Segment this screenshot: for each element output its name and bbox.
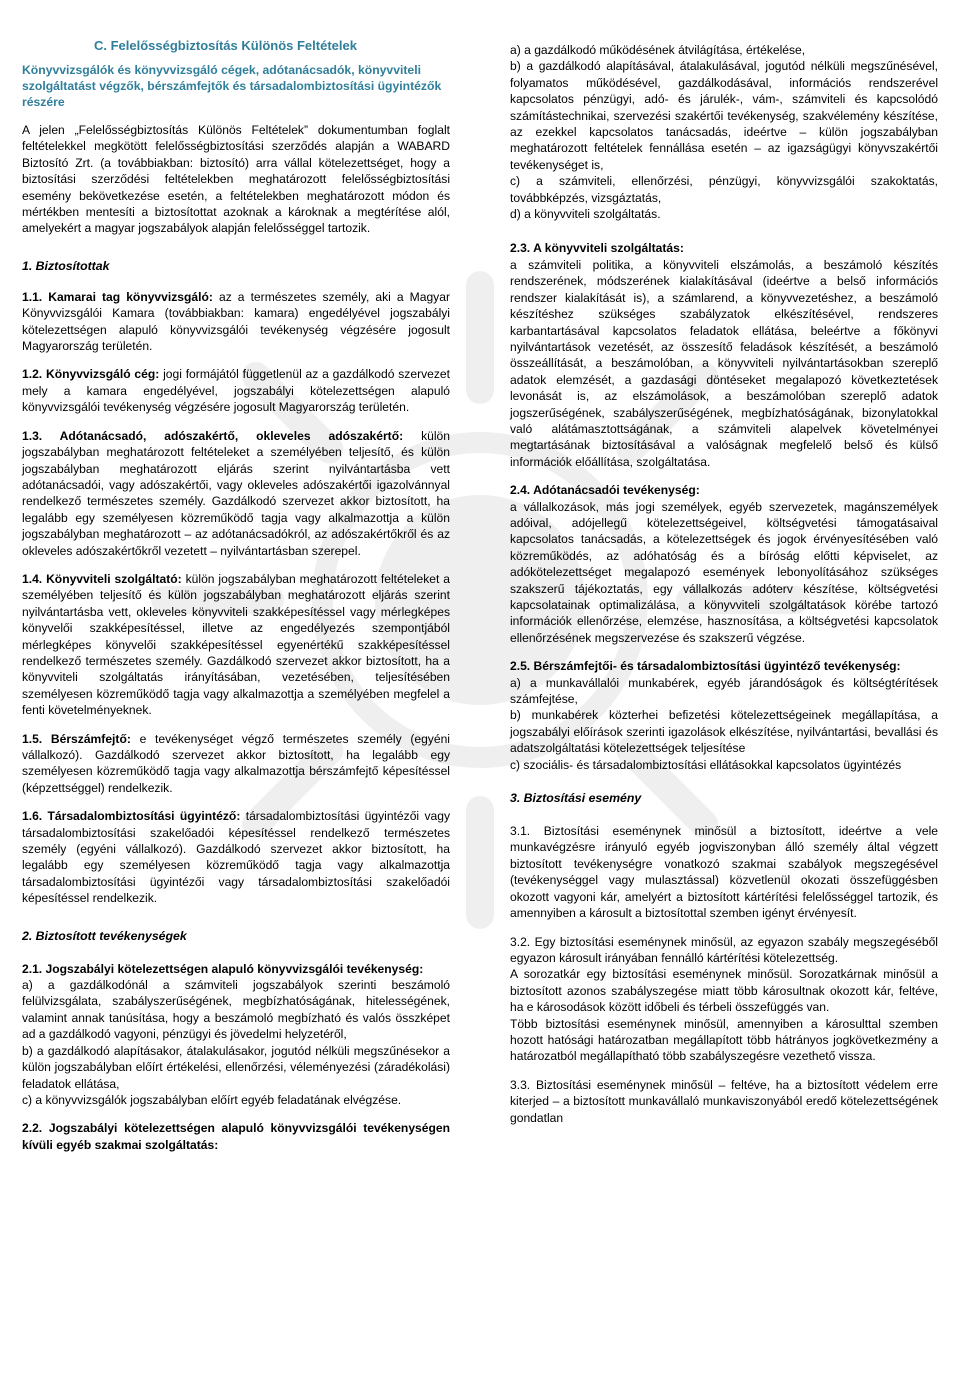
para-1-1 (22, 289, 450, 355)
para-1-5 (22, 731, 450, 797)
para-1-3-head: 1.3. Adótanácsadó, adószakértő, okleveles adószakértő: (22, 428, 404, 443)
para-2-2-d: d) a könyvviteli szolgáltatás. (510, 207, 661, 222)
para-2-4-body: a vállalkozások, más jogi személyek, egyéb szervezetek, magánszemélyek adóival, adójellegű kötelezettségeivel, költségvetési támogatásaival kapcsolatos tanácsadás, a kötelezettségek és jogok érvényesítésében való közreműködés, az adóhatóság és a bíróság előtti képviselet, az adókötelezettséget megalapozó események lebonyolításához szükséges szakszerű tájékoztatás, egy vállalkozás adóterv készítése, költségvetési kapcsolatainak optimalizálása, a könyvviteli szolgáltatások körébe tartozó információk ellenőrzése, elemzése, hasznosítása, a költségvetési kapcsolatok ellenőrzésének megszervezése és szakszerű végzése. (510, 499, 938, 645)
para-2-1-c: c) a könyvvizsgálók jogszabályban előírt egyéb feladatának elvégzése. (22, 1092, 402, 1107)
para-2-3-head (510, 240, 938, 256)
para-2-4-head (510, 482, 938, 498)
para-2-2-b: b) a gazdálkodó alapításával, átalakulásával, jogutód nélküli megszűnésével, folyamatos működésével, gazdálkodásával, információs rendszerével kapcsolatos pénzügyi, adó- és járulék-, vám-, számviteli és kapcsolódó számítástechnikai, szervezési szakértői tevékenység, szakvélemény készítése, az ezekkel kapcsolatos tanácsadás, ideértve – külön jogszabályban meghatározott feltételek fennállása esetén – az igazságügyi könyvszakértői tevékenységet is, (510, 59, 938, 172)
para-2-3-body: a számviteli politika, a könyvviteli elszámolás, a beszámoló készítés rendszerének, módszerének kialakításával (ideértve a belső információs rendszer kialakítását is), a számlarend, a könyvvezetéshez, a beszámoló készítéshez szükséges szabályzatok elkészítésével, rendszeres karbantartásával kapcsolatos feladatok ellátása, beleértve a főkönyvi nyilvántartások vezetését, az összesítő feladások készítését, a beszámoló összeállítását, a beszámolóban, a könyvviteli nyilvántartásokban szereplő adatok elemzését, a gazdasági döntéseket megalapozó következtetések levonását is, az elszámolások, a beszámolóban szereplő adatok jogszerűségének, szabályszerűségének, megbízhatóságának, bizonylatokkal való alátámasztottságának, a számviteli alapelvek követelményei megtartásának biztosításával a valóságnak megfelelő belső és külső információk előállítása, szolgáltatása. (510, 257, 938, 469)
para-1-3-body: külön jogszabályban meghatározott feltételeket a személyében teljesítő, és külön jogszabályban meghatározott eljárás szerint nyilvántartásba vett adótanácsadói, vagy adószakértői, vagy okleveles adószakértői igazolvánnyal rendelkező természetes személy. Gazdálkodó szervezet akkor biztosított, ha legalább egy személyesen közreműködő tagja vagy alkalmazottja a külön jogszabályban meghatározott – az adótanácsadókról, az adószakértőkről és az okleveles adószakértőkről vezetett – nyilvántartásban szerepel. (22, 428, 450, 558)
para-3-2-body: Egy biztosítási eseménynek minősül, az egyazon szabály megszegéséből egyazon károsult irányában fennálló kártérítési kötelezettség. (510, 934, 938, 965)
para-3-3-body: Biztosítási eseménynek minősül – feltéve, ha a biztosított védelem erre kiterjed – a biztosított munkavállaló munkaviszonyából eredő kötelezettségének gondatlan (510, 1077, 938, 1125)
para-3-1 (510, 823, 938, 921)
para-1-3 (22, 428, 450, 559)
para-3-2-b: A sorozatkár egy biztosítási eseménynek minősül. Sorozatkárnak minősül a biztosított azonos szabályszegése miatt több károsultnak okozott kár, feltéve, ha e károsodások között időbeli és térbeli összefüggés van. (510, 967, 938, 1015)
para-3-3 (510, 1077, 938, 1126)
section-3-heading: 3. Biztosítási esemény (510, 791, 642, 806)
document-subtitle: Könyvvizsgálók és könyvvizsgáló cégek, adótanácsadók, könyvviteli szolgáltatást végzők, bérszámfejtők és társadalombiztosítási ügyintézők részére (22, 63, 442, 109)
para-2-5-c: c) szociális- és társadalombiztosítási ellátásokkal kapcsolatos ügyintézés (510, 757, 902, 772)
para-2-4-title: 2.4. Adótanácsadói tevékenység: (510, 483, 700, 498)
para-3-1-head: 3.1. (510, 824, 531, 839)
para-2-1-a: a) a gazdálkodónál a számviteli jogszabályok szerinti beszámoló felülvizsgálata, szabályszerűségének, megbízhatóságának, hitelességének, valamint annak tanúsítása, hogy a beszámoló megbízható és valós összképet ad a gazdálkodó vagyoni, pénzügyi és jövedelmi helyzetéről, (22, 978, 450, 1042)
para-1-1-head: 1.1. Kamarai tag könyvvizsgáló: (22, 289, 213, 304)
para-2-1-head (22, 961, 450, 977)
para-1-2-body: jogi formájától függetlenül az a gazdálkodó szervezet mely a kamara engedélyével, jogszabályi kötelezettségen alapuló könyvvizsgálói tevékenység végzésére jogosult Magyarország területén. (22, 367, 450, 415)
para-2-2-title: 2.2. Jogszabályi kötelezettségen alapuló könyvvizsgálói tevékenységen kívüli egyéb szakmai szolgáltatás: (22, 1121, 450, 1152)
para-1-6-head: 1.6. Társadalombiztosítási ügyintéző: (22, 809, 241, 824)
para-1-5-head: 1.5. Bérszámfejtő: (22, 731, 131, 746)
para-1-4-body: külön jogszabályban meghatározott feltételeket a személyében teljesítő és külön jogszabályban meghatározott eljárás szerint nyilvántartásba vett, okleveles könyvviteli szakképesítéssel vagy mérlegképes könyvelői szakképesítéssel, illetve az engedélyezés szempontjából mérlegképes könyvelői szakképesítéssel egyenértékű szakképesítéssel rendelkező természetes személy. Gazdálkodó szervezet akkor biztosított, ha a könyvviteli szolgáltatás irányításában, vezetésében, teljesítésében személyesen közreműködő tagja vagy alkalmazottja a személyében megfelel a fenti követelményeknek. (22, 571, 450, 718)
para-3-2 (510, 934, 938, 967)
para-1-2 (22, 366, 450, 415)
para-1-4-head: 1.4. Könyvviteli szolgáltató: (22, 571, 182, 586)
para-2-2-a: a) a gazdálkodó működésének átvilágítása, értékelése, (510, 43, 806, 57)
para-2-2-head (22, 1120, 450, 1153)
document-title: C. Felelősségbiztosítás Különös Feltételek (94, 38, 357, 53)
left-column (22, 38, 450, 1153)
para-2-1-title: 2.1. Jogszabályi kötelezettségen alapuló könyvvizsgálói tevékenység: (22, 961, 424, 976)
para-3-1-body: Biztosítási eseménynek minősül a biztosított, ideértve a vele munkavégzésre irányuló egyéb jogviszonyban álló személy által végzett biztosított tevékenységre vonatkozó szakmai szabályok megszegésével (tevékenységgel vagy mulasztással) közvetlenül okozati összefüggésben okozott vagyoni kár, amelyért a biztosított kártérítési felelősséggel tartozik, és amennyiben a károsult a biztosítottal szemben igényt érvényesít. (510, 824, 938, 921)
para-2-1-b: b) a gazdálkodó alapításakor, átalakulásakor, jogutód nélküli megszűnésekor a külön jogszabályban előírt értékelési, ellenőrzési, véleményezési (záradékolási) feladatok ellátása, (22, 1043, 450, 1091)
para-2-5-b: b) munkabérek közterhei befizetési kötelezettségeinek megállapítása, a jogszabályi előírások szerinti igazolások elkészítése, nyilvántartási, bevallási és adatszolgáltatási kötelezettségek teljesítése (510, 708, 938, 756)
para-2-3-title: 2.3. A könyvviteli szolgáltatás: (510, 241, 684, 256)
para-2-5-a: a) a munkavállalói munkabérek, egyéb járandóságok és költségtérítések számfejtése, (510, 675, 938, 707)
para-1-5-body: e tevékenységet végző természetes személy (egyéni vállalkozó). Gazdálkodó szervezet akkor biztosított, ha legalább egy személyesen közreműködő tagja vagy alkalmazottja bérszámfejtő képesítéssel (képzettséggel) rendelkezik. (22, 731, 450, 795)
para-2-5-head (510, 658, 938, 674)
para-2-5-title: 2.5. Bérszámfejtői- és társadalombiztosítási ügyintéző tevékenység: (510, 659, 901, 674)
right-column (510, 42, 938, 1126)
section-1-heading: 1. Biztosítottak (22, 258, 110, 273)
para-2-2-c: c) a számviteli, ellenőrzési, pénzügyi, könyvvizsgálói szakoktatás, továbbképzés, vizsgáztatás, (510, 174, 938, 205)
para-1-2-head: 1.2. Könyvvizsgáló cég: (22, 367, 160, 382)
para-3-2-head: 3.2. (510, 934, 531, 949)
para-1-6-body: társadalombiztosítási ügyintézői vagy társadalombiztosítási szakelőadói képesítéssel rendelkező természetes személy (egyéni vállalkozó). Gazdálkodó szervezet akkor biztosított, ha legalább egy személyesen közreműködő tagja vagy alkalmazottja társadalombiztosítási ügyintézői vagy társadalombiztosítási szakelőadói képesítéssel rendelkezik. (22, 809, 450, 906)
section-2-heading: 2. Biztosított tevékenységek (22, 928, 187, 943)
para-1-4 (22, 571, 450, 719)
para-3-3-head: 3.3. (510, 1077, 531, 1092)
para-3-2-c: Több biztosítási eseménynek minősül, amennyiben a károsulttal szemben hozott hatósági határozatban megállapított több hátrányos jogkövetkezmény a határozatból megállapítható több szabályszegésre vezethető vissza. (510, 1016, 938, 1064)
para-1-6 (22, 808, 450, 906)
intro-paragraph: A jelen „Felelősségbiztosítás Különös Feltételek” dokumentumban foglalt feltételekkel megkötött felelősségbiztosítási szerződés alapján a WABARD Biztosító Zrt. (a továbbiakban: biztosító) arra vállal kötelezettséget, hogy a biztosítási szerződési feltételekben meghatározott felelősségbiztosítási esemény bekövetkezése esetén, a feltételekben meghatározott módon és mértékben mentesíti a biztosítottat azoknak a károknak a megtérítése alól, amelyekért a magyar jogszabályok alapján felelősséggel tartozik. (22, 123, 450, 236)
para-1-1-body: az a természetes személy, aki a Magyar Könyvvizsgálói Kamara (továbbiakban: kamara) engedélyével jogszabályi kötelezettségen alapuló könyvvizsgálói tevékenység végzésére jogosult Magyarország területén. (22, 289, 450, 354)
